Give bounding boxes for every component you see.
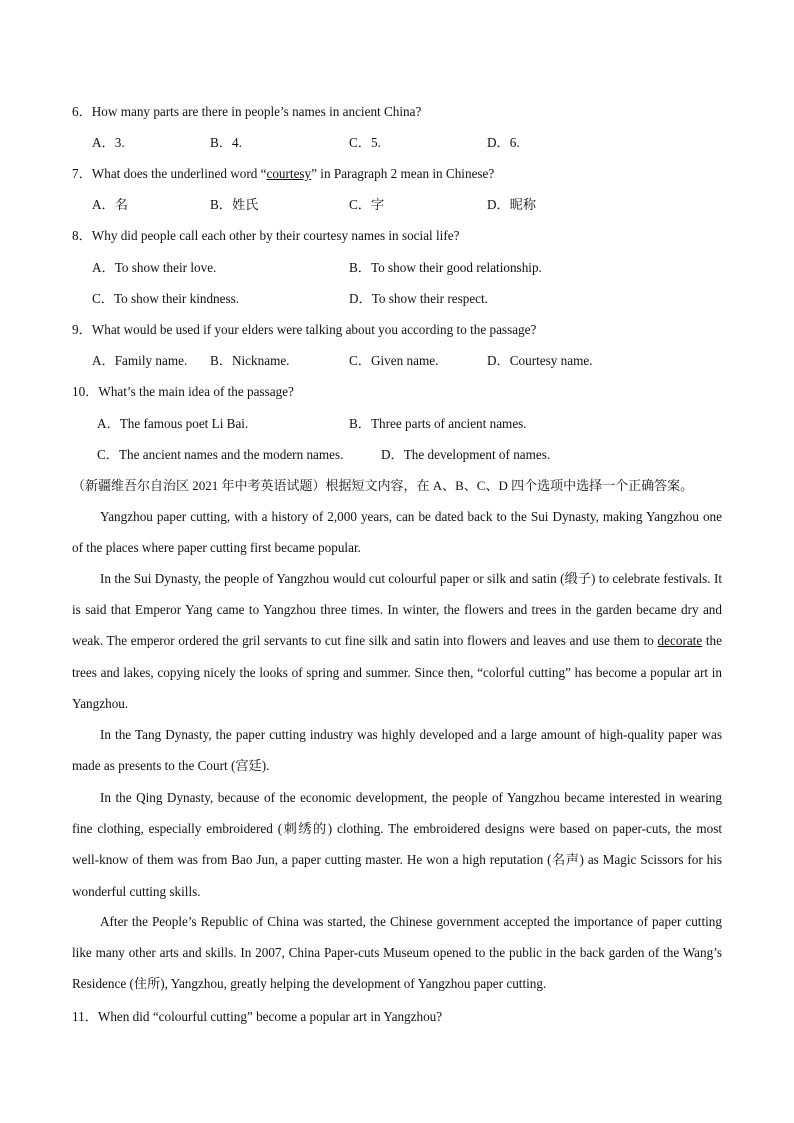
question-number: 8． bbox=[72, 228, 92, 243]
question-text: What’s the main idea of the passage? bbox=[98, 384, 294, 399]
q10-option-c: C．The ancient names and the modern names. bbox=[97, 447, 344, 462]
question-9 bbox=[72, 323, 536, 336]
passage-paragraph-4: In the Qing Dynasty, because of the economic development, the people of Yangzhou became interested in wearing fine clothing, especially embroidered (刺绣的) clothing. The embroidered designs were based on paper-cuts, the most well-know of them was from Bao Jun, a paper cutting master. He won a high reputation (名声) as Magic Scissors for his wonderful cutting skills. bbox=[72, 790, 722, 899]
q6-option-d: D．6. bbox=[487, 135, 520, 150]
question-number: 7． bbox=[72, 166, 92, 181]
q7-option-b: B．姓氏 bbox=[210, 197, 259, 212]
question-number: 11． bbox=[72, 1009, 98, 1024]
q8-option-b: B．To show their good relationship. bbox=[349, 260, 542, 275]
passage-paragraph-5: After the People’s Republic of China was started, the Chinese government accepted the importance of paper cutting like many other arts and skills. In 2007, China Paper-cuts Museum opened to the public in the back garden of the Wang’s Residence (住所), Yangzhou, greatly helping the development of Yangzhou paper cutting. bbox=[72, 914, 722, 992]
q9-option-a: A．Family name. bbox=[92, 353, 188, 368]
question-number: 9． bbox=[72, 322, 92, 337]
q6-option-a: A．3. bbox=[92, 135, 125, 150]
passage-paragraph-3: In the Tang Dynasty, the paper cutting industry was highly developed and a large amount of high-quality paper was made as presents to the Court (宫廷). bbox=[72, 727, 722, 774]
question-number: 10． bbox=[72, 384, 99, 399]
question-text: Why did people call each other by their courtesy names in social life? bbox=[91, 228, 460, 243]
question-10 bbox=[72, 385, 294, 398]
question-number: 6． bbox=[72, 104, 92, 119]
question-text: When did “colourful cutting” become a popular art in Yangzhou? bbox=[97, 1009, 443, 1024]
q7-option-a: A．名 bbox=[92, 197, 128, 212]
passage-paragraph-2: In the Sui Dynasty, the people of Yangzhou would cut colourful paper or silk and satin (缎子) to celebrate festivals. It is said that Emperor Yang came to Yangzhou three times. In winter, the flowers and trees in the garden became dry and weak. The emperor ordered the gril servants to cut fine silk and satin into flowers and leaves and use them to decorate the trees and lakes, copying nicely the looks of spring and summer. Since then, “colorful cutting” has become a popular art in Yangzhou. bbox=[72, 571, 722, 711]
q10-option-b: B．Three parts of ancient names. bbox=[349, 416, 527, 431]
q10-option-d: D．The development of names. bbox=[381, 447, 551, 462]
q9-option-c: C．Given name. bbox=[349, 353, 439, 368]
question-7: 7．What does the underlined word “courtesy” in Paragraph 2 mean in Chinese? bbox=[72, 166, 495, 181]
question-6 bbox=[72, 105, 421, 118]
section-heading: （新疆维吾尔自治区 2021 年中考英语试题）根据短文内容，在 A、B、C、D 四个选项中选择一个正确答案。 bbox=[72, 478, 694, 493]
passage-paragraph-1: Yangzhou paper cutting, with a history of 2,000 years, can be dated back to the Sui Dynasty, making Yangzhou one of the places where paper cutting first became popular. bbox=[72, 509, 722, 556]
q8-option-d: D．To show their respect. bbox=[349, 291, 488, 306]
question-text: How many parts are there in people’s names in ancient China? bbox=[91, 104, 422, 119]
q9-option-d: D．Courtesy name. bbox=[487, 353, 593, 368]
q6-option-b: B．4. bbox=[210, 135, 242, 150]
q7-option-d: D．昵称 bbox=[487, 197, 537, 212]
underlined-word: courtesy bbox=[266, 166, 312, 181]
q8-option-a: A．To show their love. bbox=[92, 260, 217, 275]
q8-option-c: C．To show their kindness. bbox=[92, 291, 240, 306]
q7-option-c: C．字 bbox=[349, 197, 385, 212]
underlined-word: decorate bbox=[657, 633, 703, 649]
question-11 bbox=[72, 1010, 442, 1023]
q9-option-b: B．Nickname. bbox=[210, 353, 290, 368]
question-text: What would be used if your elders were talking about you according to the passage? bbox=[91, 322, 537, 337]
q10-option-a: A．The famous poet Li Bai. bbox=[97, 416, 249, 431]
question-8 bbox=[72, 229, 459, 242]
q6-option-c: C．5. bbox=[349, 135, 381, 150]
